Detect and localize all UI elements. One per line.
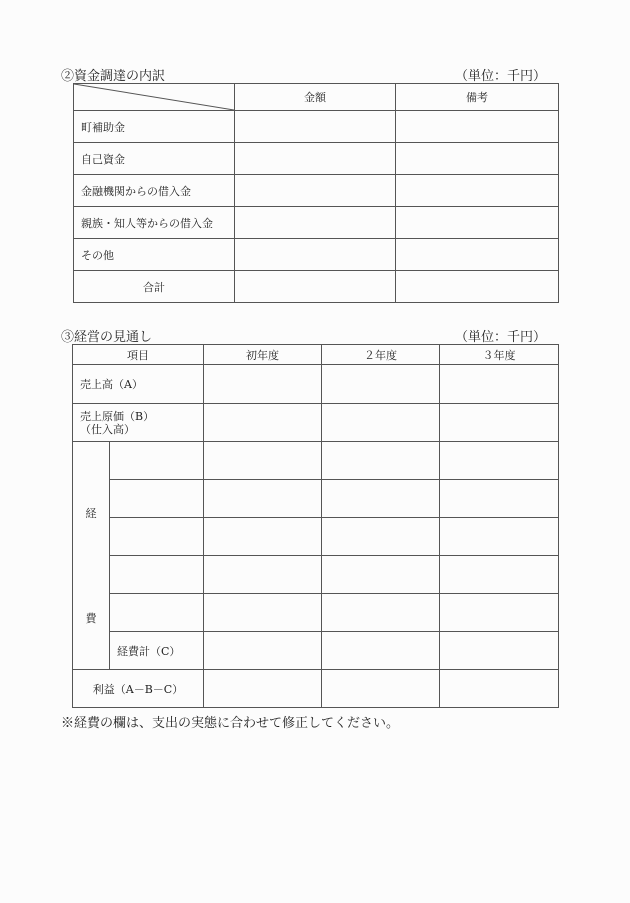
year1-cell[interactable] [204, 518, 322, 556]
year3-cell[interactable] [440, 365, 559, 404]
row-label: 金融機関からの借入金 [74, 175, 235, 207]
amount-cell[interactable] [235, 271, 396, 303]
year3-cell[interactable] [440, 442, 559, 480]
total-row [74, 271, 559, 303]
year1-cell[interactable] [204, 480, 322, 518]
table-row [74, 239, 559, 271]
expense-row [73, 442, 559, 480]
cost-row [73, 404, 559, 442]
year3-cell[interactable] [440, 404, 559, 442]
expense-row [73, 480, 559, 518]
year1-cell[interactable] [204, 404, 322, 442]
expense-label-1: 経 [85, 507, 97, 520]
outlook-table [72, 344, 559, 708]
year3-cell[interactable] [440, 594, 559, 632]
year2-cell[interactable] [322, 556, 440, 594]
note-cell[interactable] [396, 175, 559, 207]
year2-cell[interactable] [322, 480, 440, 518]
footnote: ※経費の欄は、支出の実態に合わせて修正してください。 [61, 716, 400, 731]
amount-cell[interactable] [235, 111, 396, 143]
table-header-row [74, 84, 559, 111]
section2-title: ②資金調達の内訳 [61, 69, 166, 84]
year2-cell[interactable] [322, 632, 440, 670]
year1-cell[interactable] [204, 365, 322, 404]
cost-label-line1: 売上原価（B） [80, 409, 155, 423]
expense-row [73, 594, 559, 632]
sales-row [73, 365, 559, 404]
row-label: 自己資金 [74, 143, 235, 175]
year2-cell[interactable] [322, 404, 440, 442]
note-cell[interactable] [396, 271, 559, 303]
section3-unit: （単位：千円） [455, 330, 547, 345]
expense-total-row [73, 632, 559, 670]
expense-item-cell[interactable] [110, 594, 204, 632]
amount-cell[interactable] [235, 239, 396, 271]
table-header-row [73, 345, 559, 365]
header-item: 項目 [73, 345, 204, 365]
total-label: 合計 [74, 271, 235, 303]
expense-row [73, 518, 559, 556]
expense-total-label: 経費計（C） [110, 632, 204, 670]
section2-unit: （単位：千円） [455, 69, 547, 84]
funding-table [73, 83, 559, 303]
expense-label-2: 費 [85, 612, 97, 625]
expense-item-cell[interactable] [110, 480, 204, 518]
expense-row [73, 556, 559, 594]
note-cell[interactable] [396, 207, 559, 239]
year3-cell[interactable] [440, 480, 559, 518]
note-cell[interactable] [396, 111, 559, 143]
table-row [74, 111, 559, 143]
expense-item-cell[interactable] [110, 442, 204, 480]
diagonal-header-cell [74, 84, 235, 111]
year2-cell[interactable] [322, 594, 440, 632]
note-cell[interactable] [396, 239, 559, 271]
year3-cell[interactable] [440, 556, 559, 594]
cost-label-line2: （仕入高） [80, 422, 135, 436]
expense-item-cell[interactable] [110, 518, 204, 556]
year1-cell[interactable] [204, 442, 322, 480]
year2-cell[interactable] [322, 518, 440, 556]
year2-cell[interactable] [322, 670, 440, 708]
table-row [74, 143, 559, 175]
table-row [74, 207, 559, 239]
year2-cell[interactable] [322, 365, 440, 404]
section3-title: ③経営の見通し [61, 330, 153, 345]
profit-row [73, 670, 559, 708]
sales-label: 売上高（A） [73, 365, 204, 404]
year1-cell[interactable] [204, 594, 322, 632]
amount-cell[interactable] [235, 175, 396, 207]
year1-cell[interactable] [204, 670, 322, 708]
table-row [74, 175, 559, 207]
header-note: 備考 [396, 84, 559, 111]
year2-cell[interactable] [322, 442, 440, 480]
profit-label: 利益（A－B－C） [73, 670, 204, 708]
cost-label [73, 404, 204, 442]
header-year2: ２年度 [322, 345, 440, 365]
note-cell[interactable] [396, 143, 559, 175]
row-label: 町補助金 [74, 111, 235, 143]
amount-cell[interactable] [235, 143, 396, 175]
year3-cell[interactable] [440, 670, 559, 708]
expense-group-label [73, 442, 110, 670]
header-year3: ３年度 [440, 345, 559, 365]
header-year1: 初年度 [204, 345, 322, 365]
header-amount: 金額 [235, 84, 396, 111]
expense-item-cell[interactable] [110, 556, 204, 594]
row-label: 親族・知人等からの借入金 [74, 207, 235, 239]
year3-cell[interactable] [440, 632, 559, 670]
year1-cell[interactable] [204, 556, 322, 594]
year1-cell[interactable] [204, 632, 322, 670]
amount-cell[interactable] [235, 207, 396, 239]
row-label: その他 [74, 239, 235, 271]
year3-cell[interactable] [440, 518, 559, 556]
